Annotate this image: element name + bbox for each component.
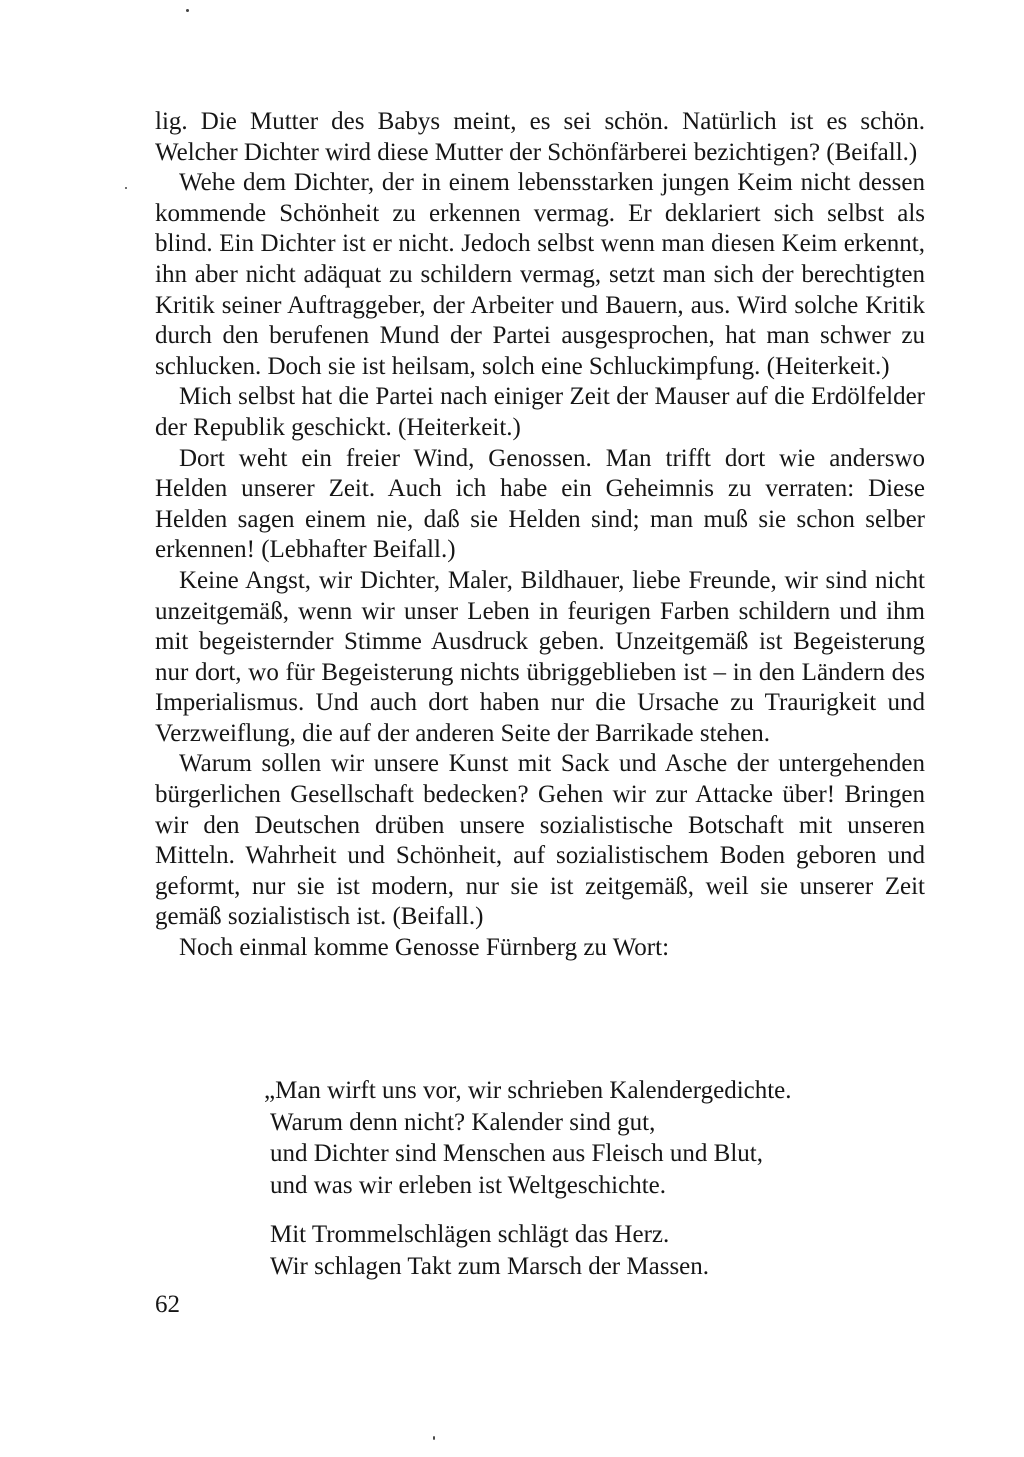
paragraph: Keine Angst, wir Dichter, Maler, Bildhauer, liebe Freunde, wir sind nicht unzeitgemäß, wenn wir unser Leben in feurigen Farben schildern und ihm mit begeisternder Stimme Ausdruck geben. Unzeitgemäß ist Begeisterung nur dort, wo für Begeisterung nichts übriggeblieben ist – in den Ländern des Imperialismus. Und auch dort haben nur die Ursache zu Traurigkeit und Verzweiflung, die auf der anderen Seite der Barrikade stehen. bbox=[155, 566, 925, 747]
poem-stanza bbox=[270, 1219, 870, 1282]
poem-line: und Dichter sind Menschen aus Fleisch und Blut, bbox=[270, 1140, 763, 1167]
poem-line: und was wir erleben ist Weltgeschichte. bbox=[270, 1171, 667, 1199]
poem-quote bbox=[264, 1075, 870, 1300]
poem-line: Wir schlagen Takt zum Marsch der Massen. bbox=[270, 1252, 710, 1280]
page-number: 62 bbox=[155, 1291, 180, 1318]
poem-line: Mit Trommelschlägen schlägt das Herz. bbox=[270, 1221, 670, 1248]
scan-speck bbox=[186, 9, 189, 12]
paragraph: Mich selbst hat die Partei nach einiger Zeit der Mauser auf die Erdölfelder der Republik geschickt. (Heiterkeit.) bbox=[155, 383, 925, 441]
paragraph: lig. Die Mutter des Babys meint, es sei schön. Natürlich ist es schön. Welcher Dichter wird diese Mutter der Schönfärberei bezichtigen? (Beifall.) bbox=[155, 108, 925, 166]
poem-line: Warum denn nicht? Kalender sind gut, bbox=[270, 1108, 656, 1136]
paragraph: Dort weht ein freier Wind, Genossen. Man trifft dort wie anderswo Helden unserer Zeit. Auch ich habe ein Geheimnis zu verraten: Diese Helden sagen einem nie, daß sie Helden sind; man muß sie schon selber erkennen! (Lebhafter Beifall.) bbox=[155, 444, 925, 564]
scan-speck bbox=[433, 1436, 435, 1440]
poem-line: „Man wirft uns vor, wir schrieben Kalendergedichte. bbox=[264, 1077, 792, 1104]
body-text bbox=[155, 107, 925, 964]
paragraph: Warum sollen wir unsere Kunst mit Sack und Asche der untergehenden bürgerlichen Gesellschaft bedecken? Gehen wir zur Attacke über! Bringen wir den Deutschen drüben unsere sozialistische Botschaft mit unseren Mitteln. Wahrheit und Schönheit, auf sozialistischem Boden geboren und geformt, nur sie ist modern, nur sie ist zeitgemäß, weil sie unserer Zeit gemäß sozialistisch ist. (Beifall.) bbox=[155, 750, 925, 931]
paragraph: Wehe dem Dichter, der in einem lebensstarken jungen Keim nicht dessen kommende Schönheit zu erkennen vermag. Er deklariert sich selbst als blind. Ein Dichter ist er nicht. Jedoch selbst wenn man diesen Keim erkennt, ihn aber nicht adäquat zu schildern vermag, setzt man sich der berechtigten Kritik seiner Auftraggeber, der Arbeiter und Bauern, aus. Wird solche Kritik durch den berufenen Mund der Partei ausgesprochen, hat man schwer zu schlucken. Doch sie ist heilsam, solch eine Schluckimpfung. (Heiterkeit.) bbox=[155, 169, 925, 380]
scan-speck bbox=[125, 187, 127, 189]
paragraph: Noch einmal komme Genosse Fürnberg zu Wort: bbox=[179, 934, 670, 962]
poem-stanza bbox=[264, 1075, 870, 1201]
